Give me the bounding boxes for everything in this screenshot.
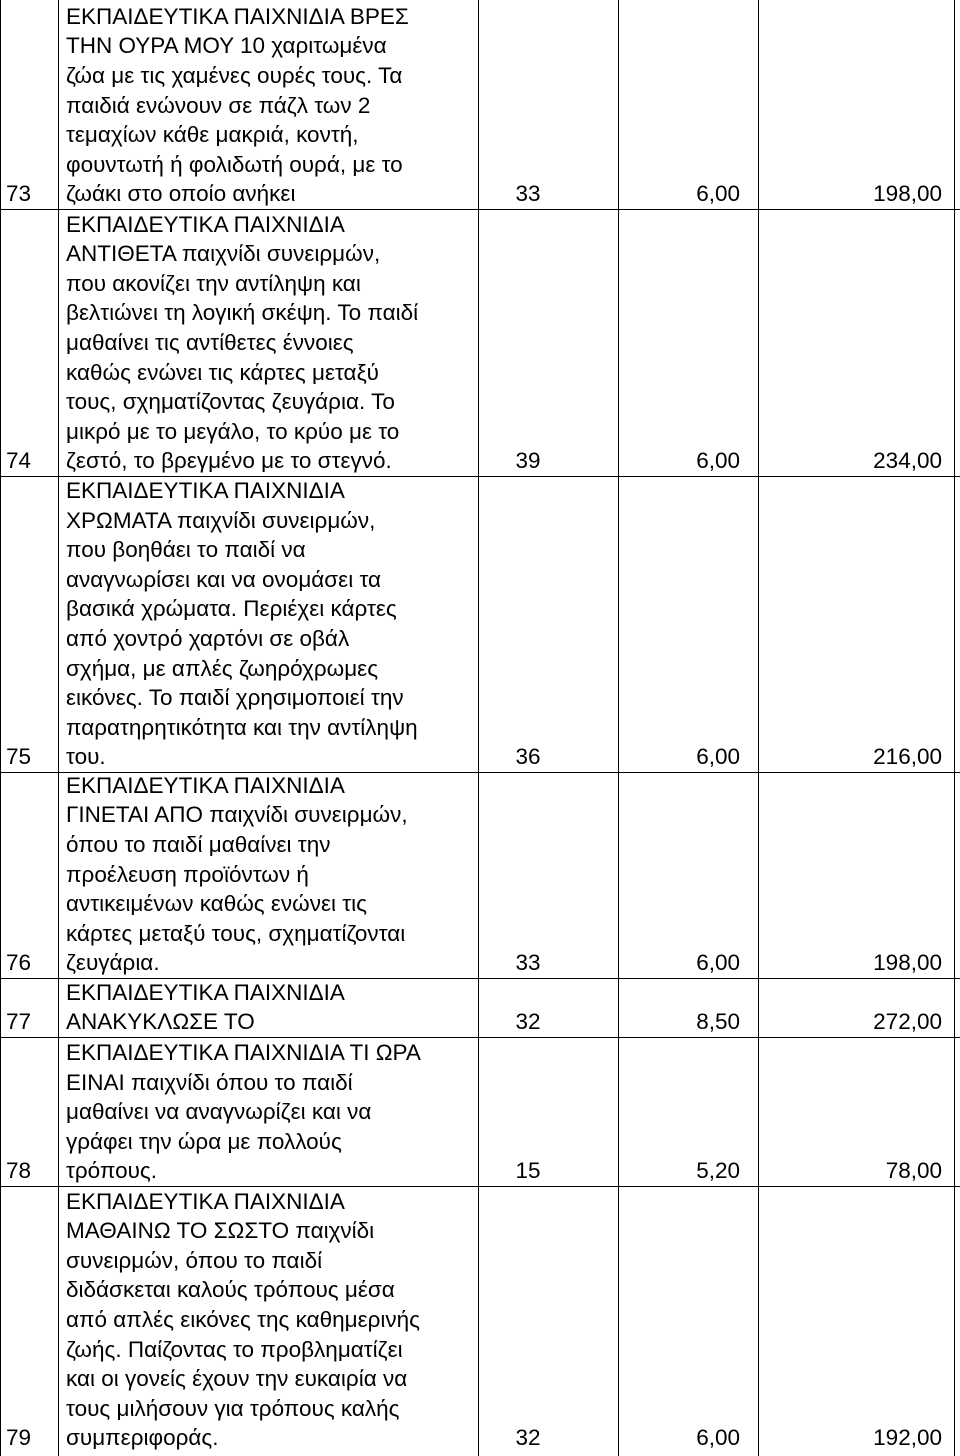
- row-number: 76: [6, 950, 32, 976]
- row-number: 77: [6, 1009, 32, 1035]
- row-number: 74: [6, 448, 32, 474]
- item-quantity: 32: [515, 1009, 541, 1035]
- item-total: 216,00: [873, 744, 942, 770]
- item-total: 198,00: [873, 950, 942, 976]
- item-description: ΕΚΠΑΙΔΕΥΤΙΚΑ ΠΑΙΧΝΙΔΙΑ ΑΝΑΚΥΚΛΩΣΕ ΤΟ: [66, 979, 345, 1035]
- item-total: 272,00: [873, 1009, 942, 1035]
- item-unit-price: 6,00: [696, 950, 740, 976]
- table-row: [0, 477, 960, 772]
- table-row: [0, 773, 960, 978]
- table-row: [0, 0, 960, 209]
- item-description: ΕΚΠΑΙΔΕΥΤΙΚΑ ΠΑΙΧΝΙΔΙΑ ΜΑΘΑΙΝΩ ΤΟ ΣΩΣΤΟ παιχνίδι συνειρμών, όπου το παιδί διδάσκεται καλούς τρόπους μέσα από απλές εικόνες της καθημερινής ζωής. Παίζοντας το προβληματίζει και οι γονείς έχουν την ευκαιρία να τους μιλήσουν για τρόπους καλής συμπεριφοράς.: [66, 1188, 421, 1451]
- item-description: ΕΚΠΑΙΔΕΥΤΙΚΑ ΠΑΙΧΝΙΔΙΑ ΑΝΤΙΘΕΤΑ παιχνίδι συνειρμών, που ακονίζει την αντίληψη και βελτιώνει τη λογική σκέψη. Το παιδί μαθαίνει τις αντίθετες έννοιες καθώς ενώνει τις κάρτες μεταξύ τους, σχηματίζοντας ζευγάρια. Το μικρό με το μεγάλο, το κρύο με το ζεστό, το βρεγμένο με το στεγνό.: [66, 211, 419, 474]
- item-total: 192,00: [873, 1425, 942, 1451]
- item-unit-price: 6,00: [696, 1425, 740, 1451]
- row-number: 78: [6, 1158, 32, 1184]
- item-quantity: 33: [515, 950, 541, 976]
- row-number: 79: [6, 1425, 32, 1451]
- item-unit-price: 6,00: [696, 744, 740, 770]
- item-unit-price: 5,20: [696, 1158, 740, 1184]
- row-number: 75: [6, 744, 32, 770]
- item-quantity: 32: [515, 1425, 541, 1451]
- item-total: 78,00: [885, 1158, 942, 1184]
- item-unit-price: 8,50: [696, 1009, 740, 1035]
- table-row: [0, 979, 960, 1037]
- table-row: [0, 210, 960, 476]
- item-total: 234,00: [873, 448, 942, 474]
- item-description: ΕΚΠΑΙΔΕΥΤΙΚΑ ΠΑΙΧΝΙΔΙΑ ΓΙΝΕΤΑΙ ΑΠΟ παιχνίδι συνειρμών, όπου το παιδί μαθαίνει την προέλευση προϊόντων ή αντικειμένων καθώς ενώνει τις κάρτες μεταξύ τους, σχηματίζονται ζευγάρια.: [66, 772, 408, 976]
- item-total: 198,00: [873, 181, 942, 207]
- item-quantity: 15: [515, 1158, 541, 1184]
- row-number: 73: [6, 181, 32, 207]
- item-description: ΕΚΠΑΙΔΕΥΤΙΚΑ ΠΑΙΧΝΙΔΙΑ ΧΡΩΜΑΤΑ παιχνίδι συνειρμών, που βοηθάει το παιδί να αναγνωρίσει και να ονομάσει τα βασικά χρώματα. Περιέχει κάρτες από χοντρό χαρτόνι σε οβάλ σχήμα, με απλές ζωηρόχρωμες εικόνες. Το παιδί χρησιμοποιεί την παρατηρητικότητα και την αντίληψη του.: [66, 478, 418, 770]
- item-description: ΕΚΠΑΙΔΕΥΤΙΚΑ ΠΑΙΧΝΙΔΙΑ ΒΡΕΣ ΤΗΝ ΟΥΡΑ ΜΟΥ 10 χαριτωμένα ζώα με τις χαμένες ουρές τους. Τα παιδιά ενώνουν σε πάζλ των 2 τεμαχίων κάθε μακριά, κοντή, φουντωτή ή φολιδωτή ουρά, με το ζωάκι στο οποίο ανήκει: [66, 3, 409, 207]
- item-unit-price: 6,00: [696, 181, 740, 207]
- item-unit-price: 6,00: [696, 448, 740, 474]
- table-row: [0, 1187, 960, 1453]
- item-quantity: 39: [515, 448, 541, 474]
- item-quantity: 33: [515, 181, 541, 207]
- item-quantity: 36: [515, 744, 541, 770]
- item-description: ΕΚΠΑΙΔΕΥΤΙΚΑ ΠΑΙΧΝΙΔΙΑ ΤΙ ΩΡΑ ΕΙΝΑΙ παιχνίδι όπου το παιδί μαθαίνει να αναγνωρίζει και να γράφει την ώρα με πολλούς τρόπους.: [66, 1040, 421, 1184]
- table-row: [0, 1038, 960, 1186]
